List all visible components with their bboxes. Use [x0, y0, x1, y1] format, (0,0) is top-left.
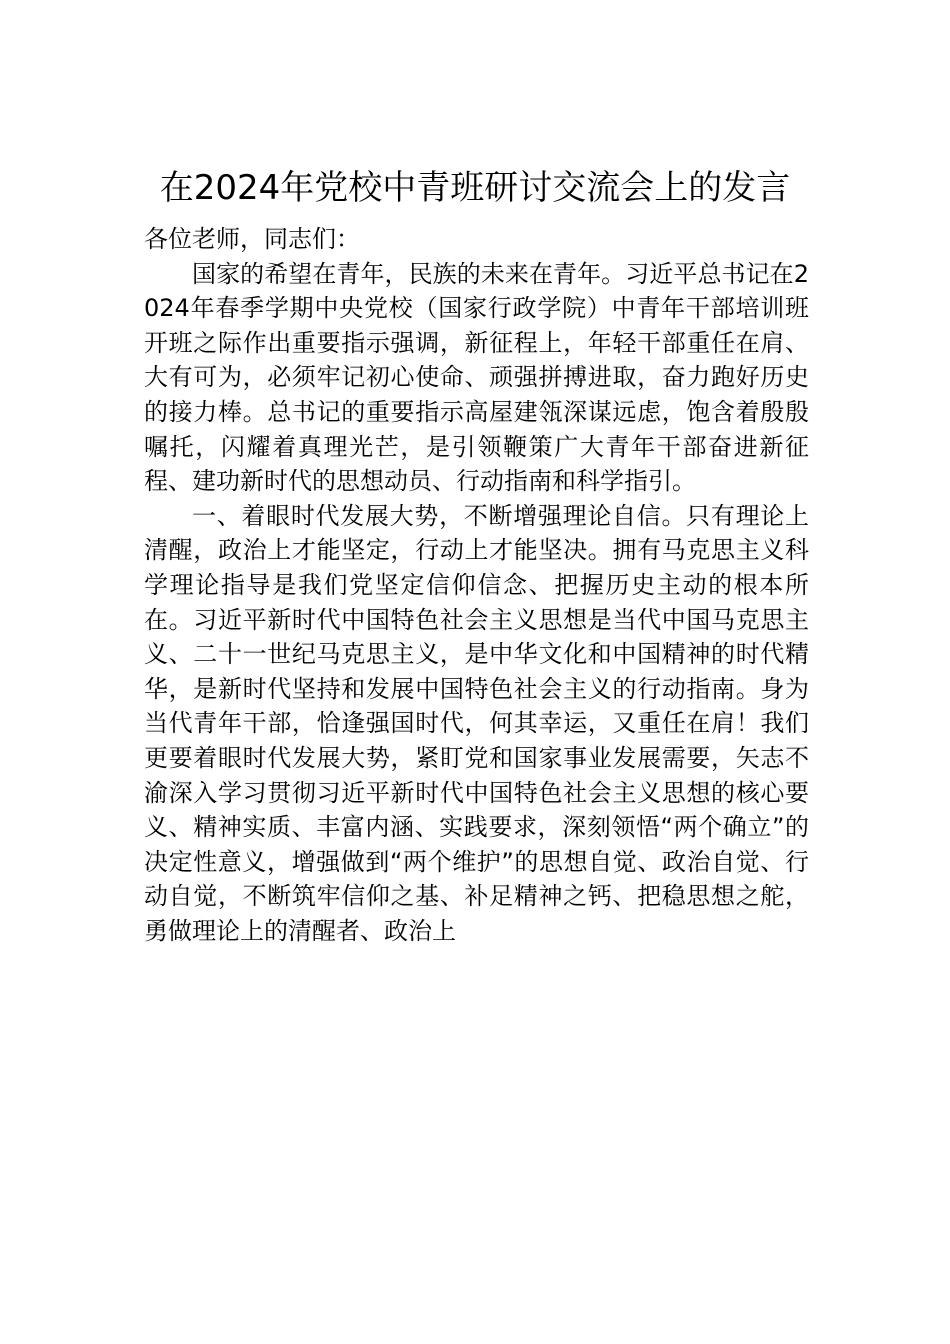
document-title: 在2024年党校中青班研讨交流会上的发言	[159, 168, 791, 208]
document-body	[144, 222, 809, 948]
salutation: 各位老师，同志们：	[144, 225, 360, 253]
paragraph-intro: 国家的希望在青年，民族的未来在青年。习近平总书记在2024年春季学期中央党校（国家行政学院）中青年干部培训班开班之际作出重要指示强调，新征程上，年轻干部重任在肩、大有可为，必须牢记初心使命、顽强拼搏进取，奋力跑好历史的接力棒。总书记的重要指示高屋建瓴深谋远虑，饱含着殷殷嘱托，闪耀着真理光芒，是引领鞭策广大青年干部奋进新征程、建功新时代的思想动员、行动指南和科学指引。	[144, 259, 809, 496]
paragraph-section-one: 一、着眼时代发展大势，不断增强理论自信。只有理论上清醒，政治上才能坚定，行动上才能坚决。拥有马克思主义科学理论指导是我们党坚定信仰信念、把握历史主动的根本所在。习近平新时代中国特色社会主义思想是当代中国马克思主义、二十一世纪马克思主义，是中华文化和中国精神的时代精华，是新时代坚持和发展中国特色社会主义的行动指南。身为当代青年干部，恰逢强国时代，何其幸运，又重任在肩！我们更要着眼时代发展大势，紧盯党和国家事业发展需要，矢志不渝深入学习贯彻习近平新时代中国特色社会主义思想的核心要义、精神实质、丰富内涵、实践要求，深刻领悟“两个确立”的决定性意义，增强做到“两个维护”的思想自觉、政治自觉、行动自觉，不断筑牢信仰之基、补足精神之钙、把稳思想之舵，勇做理论上的清醒者、政治上	[144, 501, 809, 945]
